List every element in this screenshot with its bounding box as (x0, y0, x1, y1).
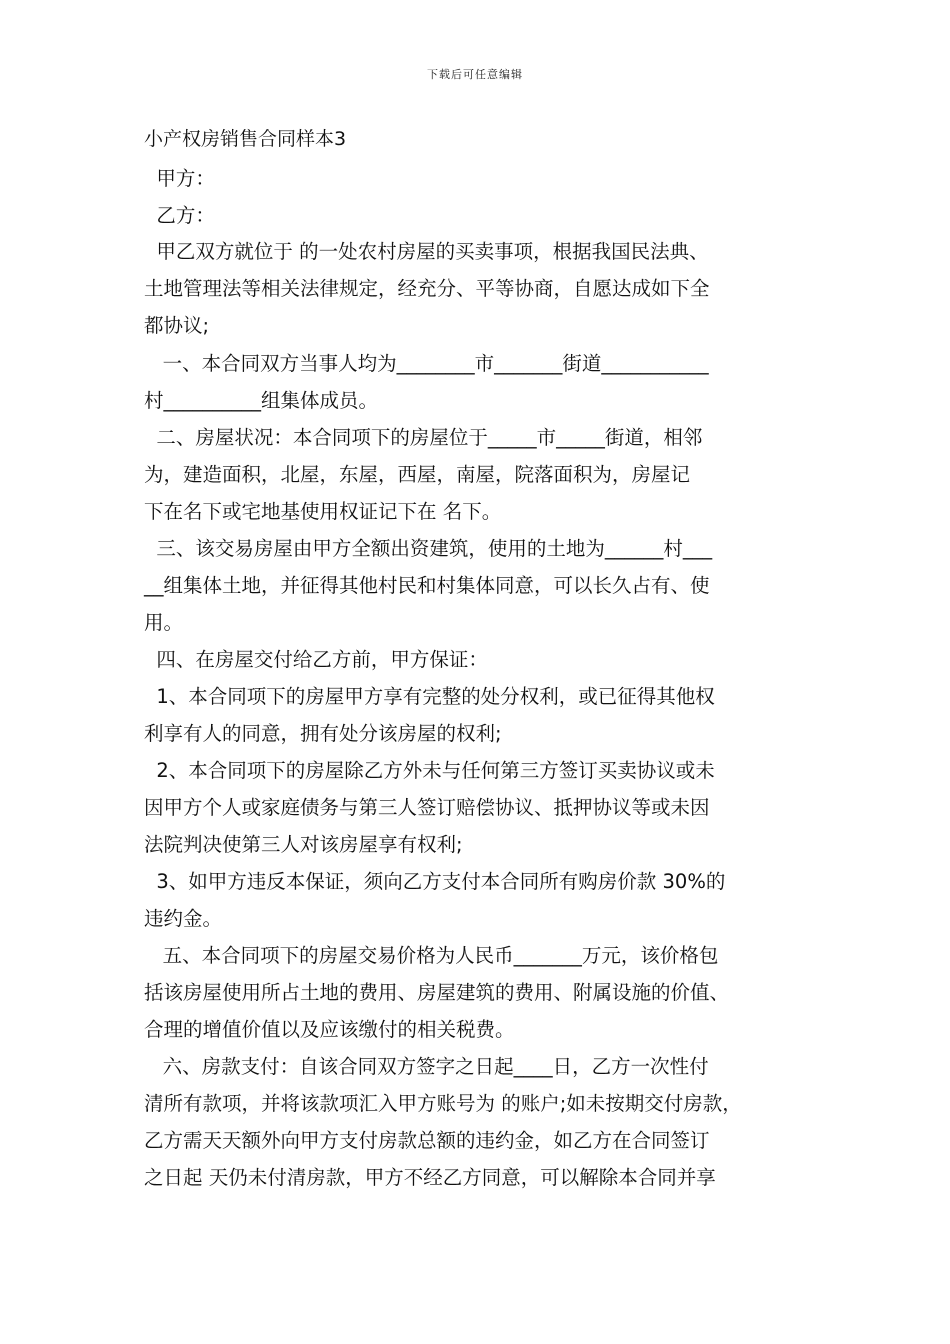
paragraph-line: 1、本合同项下的房屋甲方享有完整的处分权利，或已征得其他权 (144, 685, 715, 708)
paragraph-line: 括该房屋使用所占土地的费用、房屋建筑的费用、附属设施的价值、 (144, 981, 730, 1004)
paragraph-line: 一、本合同双方当事人均为________市_______街道___________ (144, 352, 709, 375)
paragraph-line: 清所有款项，并将该款项汇入甲方账号为 的账户;如未按期交付房款， (144, 1092, 742, 1115)
paragraph-line: 甲乙双方就位于 的一处农村房屋的买卖事项，根据我国民法典、 (144, 240, 709, 263)
paragraph-clause-6 (144, 1048, 820, 1196)
paragraph-line: 合理的增值价值以及应该缴付的相关税费。 (144, 1018, 515, 1041)
paragraph-party-b (144, 197, 820, 234)
paragraph-clause-4-3 (144, 863, 820, 937)
paragraph-line: 3、如甲方违反本保证，须向乙方支付本合同所有购房价款 30%的 (144, 870, 726, 893)
paragraph-clause-4 (144, 641, 820, 678)
paragraph-clause-4-2 (144, 752, 820, 863)
paragraph-line: 五、本合同项下的房屋交易价格为人民币_______万元，该价格包 (144, 944, 719, 967)
paragraph-line: 二、房屋状况：本合同项下的房屋位于_____市_____街道，相邻 (144, 426, 703, 449)
paragraph-line: 利享有人的同意，拥有处分该房屋的权利; (144, 722, 502, 745)
paragraph-line: __组集体土地，并征得其他村民和村集体同意，可以长久占有、使 (144, 574, 710, 597)
paragraph-line: 三、该交易房屋由甲方全额出资建筑，使用的土地为______村___ (144, 537, 713, 560)
paragraph-line: 因甲方个人或家庭债务与第三人签订赔偿协议、抵押协议等或未因 (144, 796, 710, 819)
paragraph-line: 乙方： (144, 204, 215, 227)
paragraph-line: 六、房款支付：自该合同双方签字之日起____日，乙方一次性付 (144, 1055, 709, 1078)
paragraph-clause-5 (144, 937, 820, 1048)
paragraph-line: 下在名下或宅地基使用权证记下在 名下。 (144, 500, 502, 523)
paragraph-line: 用。 (144, 611, 184, 634)
paragraph-line: 乙方需天天额外向甲方支付房款总额的违约金，如乙方在合同签订 (144, 1129, 710, 1152)
paragraph-line: 土地管理法等相关法律规定，经充分、平等协商，自愿达成如下全 (144, 277, 710, 300)
paragraph-line: 村__________组集体成员。 (144, 389, 379, 412)
paragraph-line: 都协议; (144, 314, 210, 337)
paragraph-line: 法院判决使第三人对该房屋享有权利; (144, 833, 463, 856)
page-header: 下载后可任意编辑 (427, 68, 523, 81)
paragraph-party-a (144, 160, 820, 197)
paragraph-clause-4-1 (144, 678, 820, 752)
paragraph-line: 为，建造面积，北屋，东屋，西屋，南屋，院落面积为，房屋记 (144, 463, 691, 486)
paragraph-line: 违约金。 (144, 907, 223, 930)
paragraph-line: 四、在房屋交付给乙方前，甲方保证： (144, 648, 488, 671)
document-title: 小产权房销售合同样本3 (144, 128, 347, 150)
paragraph-line: 之日起 天仍未付清房款，甲方不经乙方同意，可以解除本合同并享 (144, 1166, 716, 1189)
paragraph-clause-3 (144, 530, 820, 641)
paragraph-clause-1 (144, 345, 820, 419)
paragraph-line: 2、本合同项下的房屋除乙方外未与任何第三方签订买卖协议或未 (144, 759, 715, 782)
paragraph-line: 甲方： (144, 167, 215, 190)
paragraph-clause-2 (144, 419, 820, 530)
paragraph-intro (144, 233, 820, 344)
